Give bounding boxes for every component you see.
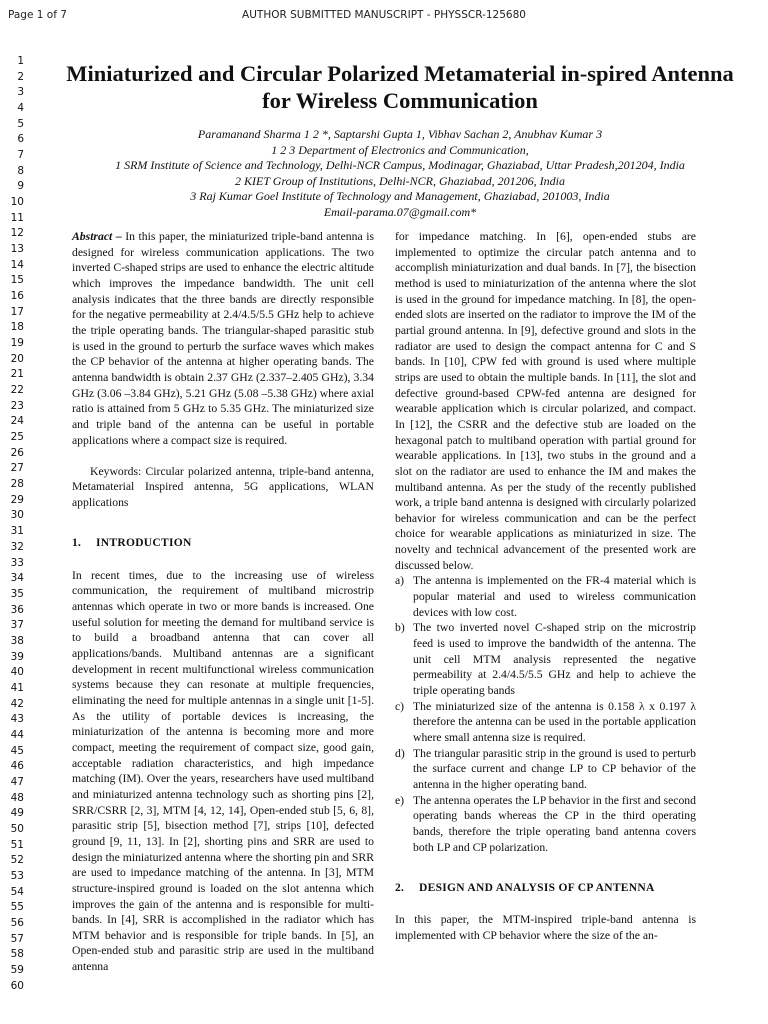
novelty-list xyxy=(395,573,696,855)
line-number: 24 xyxy=(10,415,24,428)
line-number: 38 xyxy=(10,634,24,647)
line-number: 2 xyxy=(17,70,24,83)
line-number: 46 xyxy=(10,760,24,773)
line-number: 16 xyxy=(10,290,24,303)
page-indicator: Page 1 of 7 xyxy=(8,9,67,21)
abstract-label: Abstract – xyxy=(72,230,122,243)
list-marker: a) xyxy=(395,574,405,588)
design-paragraph: In this paper, the MTM-inspired triple-band antenna is implemented with CP behavior where the size of the an- xyxy=(395,913,696,942)
line-number: 18 xyxy=(10,321,24,334)
line-number: 59 xyxy=(10,963,24,976)
left-column xyxy=(72,229,374,975)
line-number: 11 xyxy=(10,211,24,224)
line-number: 41 xyxy=(10,681,24,694)
line-number: 8 xyxy=(17,164,24,177)
line-number: 25 xyxy=(10,431,24,444)
line-number: 17 xyxy=(10,305,24,318)
line-number: 15 xyxy=(10,274,24,287)
line-number: 48 xyxy=(10,791,24,804)
line-number: 34 xyxy=(10,572,24,585)
section-title: DESIGN AND ANALYSIS OF CP ANTENNA xyxy=(419,881,655,894)
line-number: 22 xyxy=(10,384,24,397)
line-number: 27 xyxy=(10,462,24,475)
author-block xyxy=(60,127,740,221)
line-number: 39 xyxy=(10,650,24,663)
introduction-paragraph: In recent times, due to the increasing use of wireless communication, the requirement of multiband microstrip antennas which operate in two or more bands is increased. One useful solution for meeting the demand for multiband service is to build a broadband antenna that can cover all applications/bands. Multiband antennas are a significant development in recent multifunctional wireless communication systems because they can resonate at multiple frequencies, eliminating the need for multiple antennas in a single unit [1-5]. As the utility of portable devices is increasing, the miniaturization of the antenna is becoming more and more compact, meeting the requirement of compact size, good gain, acceptable radiation characteristics, and high impedance matching (IM). Over the years, researchers have used multiband and miniaturized antenna technology such as shorting pins [2], SRR/CSRR [2, 3], MTM [4, 12, 14], Open-ended stub [5, 6, 8], parasitic strip [5], bisection method [7], strips [10], defected ground [9, 11, 13]. In [2], shorting pins and SRR are used to design the miniaturized antenna where the shorting pin and SRR are used to impedance matching of the antenna. In [3], MTM structure-inspired ground is loaded on the slot antenna which improves the gain of the antenna and is responsible for multi-bands. In [4], SRR is accomplished in the radiator which has MTM behavior and is responsible for triple bands. In [5], an Open-ended stub and parasitic strip are used in the multiband antenna xyxy=(72,568,374,974)
manuscript-header: AUTHOR SUBMITTED MANUSCRIPT - PHYSSCR-125680 xyxy=(242,9,526,21)
affiliation-3: 3 Raj Kumar Goel Institute of Technology and Management, Ghaziabad, 201003, India xyxy=(190,189,610,204)
line-number: 47 xyxy=(10,775,24,788)
introduction-continued: for impedance matching. In [6], open-ended stubs are implemented to optimize the circular patch antenna and to accomplish miniaturization and dual bands. In [7], the bisection method is used to miniaturization of the antenna where the slot is used in the ground for impedance matching. In [8], the open-ended slots are inserted on the radiator to improve the IM of the partial ground antenna. In [9], defective ground and slots in the radiator are used to design the compact antenna for C and S bands. In [10], CPW fed with ground is used where multiple strips are used to obtain the multiple bands. In [11], the slot and defective ground-based CPW-fed antenna are designed for wearable application which is circular polarized, and compact. In [12], the CSRR and the defective stub are loaded on the hexagonal patch to multiband operation with partial ground for wearable applications. In [13], two stubs in the ground and a slot on the radiator are used to enhance the IM and makes the multiband antenna. As per the study of the recently published work, a triple band antenna is designed with circularly polarized behavior for wireless communication and can be the perfect choice for wearable applications as miniaturized in size. The novelty and technical advancement of the presented work are discussed below. xyxy=(395,230,696,572)
line-number: 33 xyxy=(10,556,24,569)
abstract-text: In this paper, the miniaturized triple-band antenna is designed for wireless communication applications. The two inverted C-shaped strips are used to enhance the electric altitude which improves the impedance bandwidth. The unit cell analysis indicates that the three bands are directly responsible for the negative permeability at 2.4/4.5/5.5 GHz help to achieve the triple operating bands. The triangular-shaped parasitic stub is used in the ground to perturb the surface waves which makes the CP behavior of the antenna at higher operating bands. The antenna bandwidth is obtain 2.37 GHz (2.337–2.405 GHz), 3.34 GHz (3.06 –3.84 GHz), 5.21 GHz (5.08 –5.38 GHz) where axial ratio is attained from 5 GHz to 5.35 GHz. The miniaturized size and triple band of the antenna can be useful in portable applications where a compact size is required. xyxy=(72,230,374,447)
line-number: 29 xyxy=(10,493,24,506)
paper-title: Miniaturized and Circular Polarized Metamaterial in-spired Antenna for Wireless Communication xyxy=(66,61,734,113)
line-number: 4 xyxy=(17,102,24,115)
line-number: 23 xyxy=(10,399,24,412)
author-names: Paramanand Sharma 1 2 *, Saptarshi Gupta 1, Vibhav Sachan 2, Anubhav Kumar 3 xyxy=(197,127,603,141)
line-number: 52 xyxy=(10,854,24,867)
line-number: 14 xyxy=(10,258,24,271)
line-number: 55 xyxy=(10,901,24,914)
list-item xyxy=(395,699,696,746)
line-number: 43 xyxy=(10,713,24,726)
line-number: 37 xyxy=(10,619,24,632)
line-number: 9 xyxy=(17,180,24,193)
right-column xyxy=(395,229,696,944)
line-number: 6 xyxy=(17,133,24,146)
line-number: 26 xyxy=(10,446,24,459)
section-heading-design xyxy=(395,881,696,897)
section-heading-introduction xyxy=(72,536,374,552)
section-number: 2. xyxy=(395,881,405,894)
line-numbers xyxy=(0,54,24,994)
line-number: 10 xyxy=(10,196,24,209)
list-text: The miniaturized size of the antenna is 0.158 λ x 0.197 λ therefore the antenna can be used in the portable application where small antenna size is required. xyxy=(413,699,696,744)
list-marker: c) xyxy=(395,699,405,713)
line-number: 1 xyxy=(17,55,24,67)
line-number: 40 xyxy=(10,666,24,679)
list-item xyxy=(395,573,696,620)
line-number: 36 xyxy=(10,603,24,616)
list-text: The antenna is implemented on the FR-4 material which is popular material and used to wireless communication devices with low cost. xyxy=(413,574,696,619)
line-number: 31 xyxy=(10,525,24,538)
line-number: 19 xyxy=(10,337,24,350)
line-number: 28 xyxy=(10,478,24,491)
abstract xyxy=(72,229,374,448)
section-title: INTRODUCTION xyxy=(96,537,192,550)
list-marker: e) xyxy=(395,793,405,807)
line-number: 12 xyxy=(10,227,24,240)
line-number: 54 xyxy=(10,885,24,898)
line-number: 50 xyxy=(10,822,24,835)
line-number: 60 xyxy=(10,979,24,992)
line-number: 51 xyxy=(10,838,24,851)
list-text: The triangular parasitic strip in the ground is used to perturb the surface current and change LP to CP behavior of the antenna in the higher operating band. xyxy=(413,746,696,791)
line-number: 5 xyxy=(17,117,24,130)
line-number: 58 xyxy=(10,948,24,961)
line-number: 42 xyxy=(10,697,24,710)
list-marker: b) xyxy=(395,621,405,635)
line-number: 32 xyxy=(10,540,24,553)
line-number: 30 xyxy=(10,509,24,522)
line-number: 7 xyxy=(17,149,24,162)
list-item xyxy=(395,793,696,856)
list-item xyxy=(395,620,696,698)
line-number: 56 xyxy=(10,916,24,929)
affiliation-1: 1 SRM Institute of Science and Technology, Delhi-NCR Campus, Modinagar, Ghaziabad, Uttar Pradesh,201204, India xyxy=(115,158,685,173)
line-number: 57 xyxy=(10,932,24,945)
line-number: 3 xyxy=(17,86,24,99)
line-number: 53 xyxy=(10,869,24,882)
line-number: 20 xyxy=(10,352,24,365)
author-email: Email-parama.07@gmail.com* xyxy=(323,204,477,219)
author-department: 1 2 3 Department of Electronics and Communication, xyxy=(271,142,529,157)
line-number: 13 xyxy=(10,243,24,256)
line-number: 44 xyxy=(10,728,24,741)
keywords: Keywords: Circular polarized antenna, triple-band antenna, Metamaterial Inspired antenna, 5G applications, WLAN applications xyxy=(72,464,374,510)
list-item xyxy=(395,746,696,793)
line-number: 35 xyxy=(10,587,24,600)
list-text: The two inverted novel C-shaped strip on the microstrip feed is used to improve the bandwidth of the antenna. The unit cell MTM analysis represented the negative permeability at 2.4/4.5/5.5 GHz and help to achieve the triple operating bands xyxy=(413,621,696,698)
line-number: 49 xyxy=(10,807,24,820)
affiliation-2: 2 KIET Group of Institutions, Delhi-NCR, Ghaziabad, 201206, India xyxy=(234,173,565,188)
list-marker: d) xyxy=(395,746,405,760)
line-number: 21 xyxy=(10,368,24,381)
list-text: The antenna operates the LP behavior in the first and second operating bands whereas the CP in the third operating bands, therefore the triple operating band antenna covers both LP and CP polarization. xyxy=(413,793,696,854)
line-number: 45 xyxy=(10,744,24,757)
section-number: 1. xyxy=(72,537,82,550)
